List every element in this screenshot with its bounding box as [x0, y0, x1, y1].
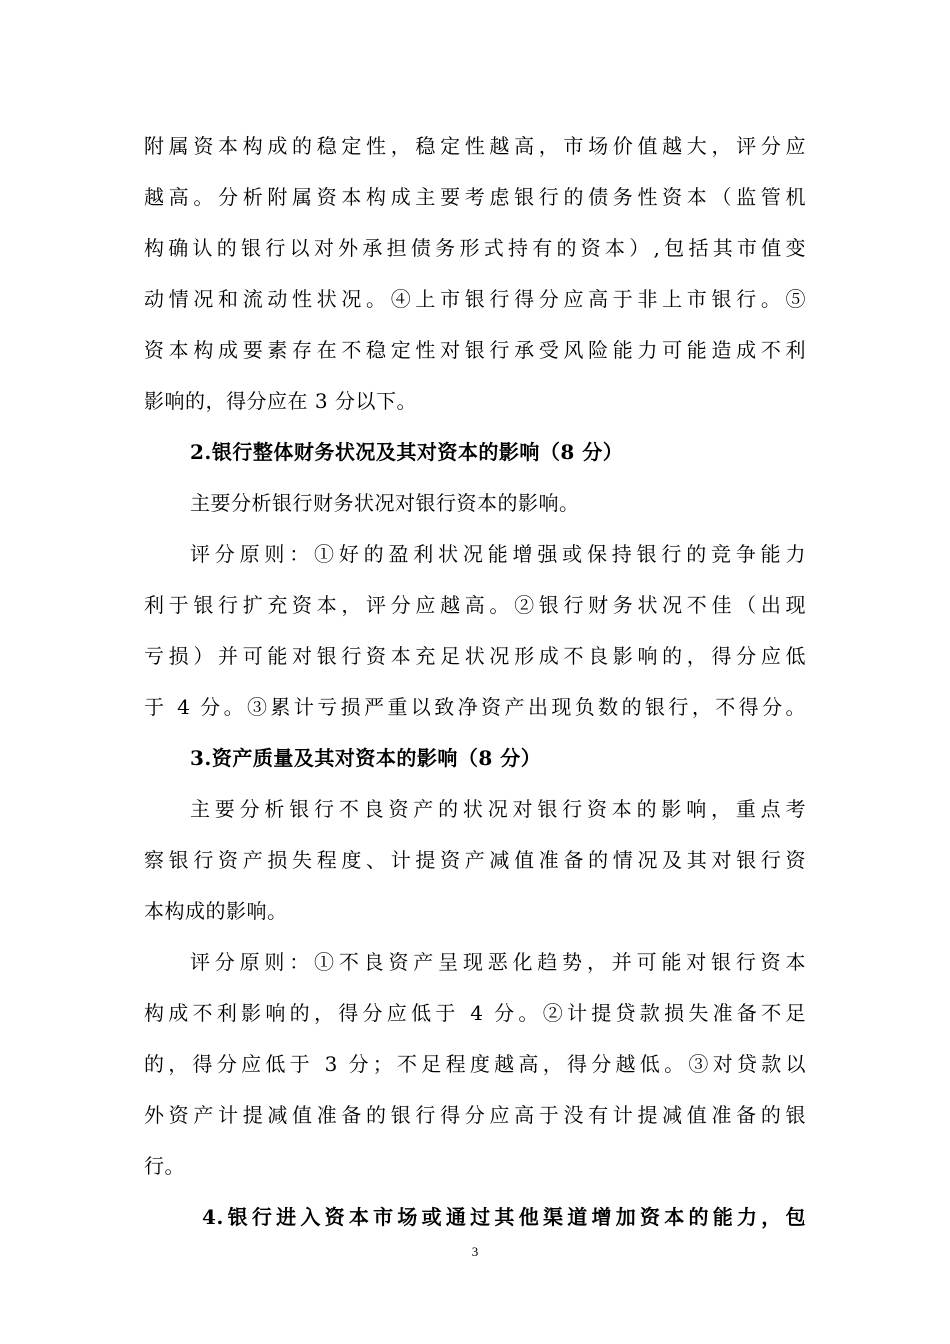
page-number: 3 — [471, 1244, 479, 1259]
text-line: 评分原则：①好的盈利状况能增强或保持银行的竞争能力 — [190, 542, 806, 566]
text-line: 附属资本构成的稳定性，稳定性越高，市场价值越大，评分应 — [144, 134, 806, 158]
section-heading: 3.资产质量及其对资本的影响（8 分） — [190, 746, 542, 770]
text-line: 于 4 分。③累计亏损严重以致净资产出现负数的银行，不得分。 — [144, 695, 806, 719]
text-line: 行。 — [144, 1154, 185, 1178]
text-line: 亏损）并可能对银行资本充足状况形成不良影响的，得分应低 — [144, 644, 806, 668]
text-line: 构成不利影响的，得分应低于 4 分。②计提贷款损失准备不足 — [144, 1001, 806, 1025]
text-line: 的，得分应低于 3 分；不足程度越高，得分越低。③对贷款以 — [144, 1052, 806, 1076]
text-line: 主要分析银行财务状况对银行资本的影响。 — [190, 491, 580, 515]
text-line: 主要分析银行不良资产的状况对银行资本的影响，重点考 — [190, 797, 806, 821]
text-line: 利于银行扩充资本，评分应越高。②银行财务状况不佳（出现 — [144, 593, 806, 617]
text-line: 评分原则：①不良资产呈现恶化趋势，并可能对银行资本 — [190, 950, 806, 974]
text-line: 动情况和流动性状况。④上市银行得分应高于非上市银行。⑤ — [144, 287, 806, 311]
text-line: 构确认的银行以对外承担债务形式持有的资本）,包括其市值变 — [144, 236, 806, 260]
text-line: 本构成的影响。 — [144, 899, 288, 923]
text-line: 察银行资产损失程度、计提资产减值准备的情况及其对银行资 — [144, 848, 806, 872]
text-line: 外资产计提减值准备的银行得分应高于没有计提减值准备的银 — [144, 1103, 806, 1127]
section-heading: 2.银行整体财务状况及其对资本的影响（8 分） — [190, 440, 624, 464]
text-line: 影响的，得分应在 3 分以下。 — [144, 389, 417, 413]
text-line: 越高。分析附属资本构成主要考虑银行的债务性资本（监管机 — [144, 185, 806, 209]
text-line: 资本构成要素存在不稳定性对银行承受风险能力可能造成不利 — [144, 338, 806, 362]
section-heading: 4.银行进入资本市场或通过其他渠道增加资本的能力，包 — [202, 1205, 806, 1229]
